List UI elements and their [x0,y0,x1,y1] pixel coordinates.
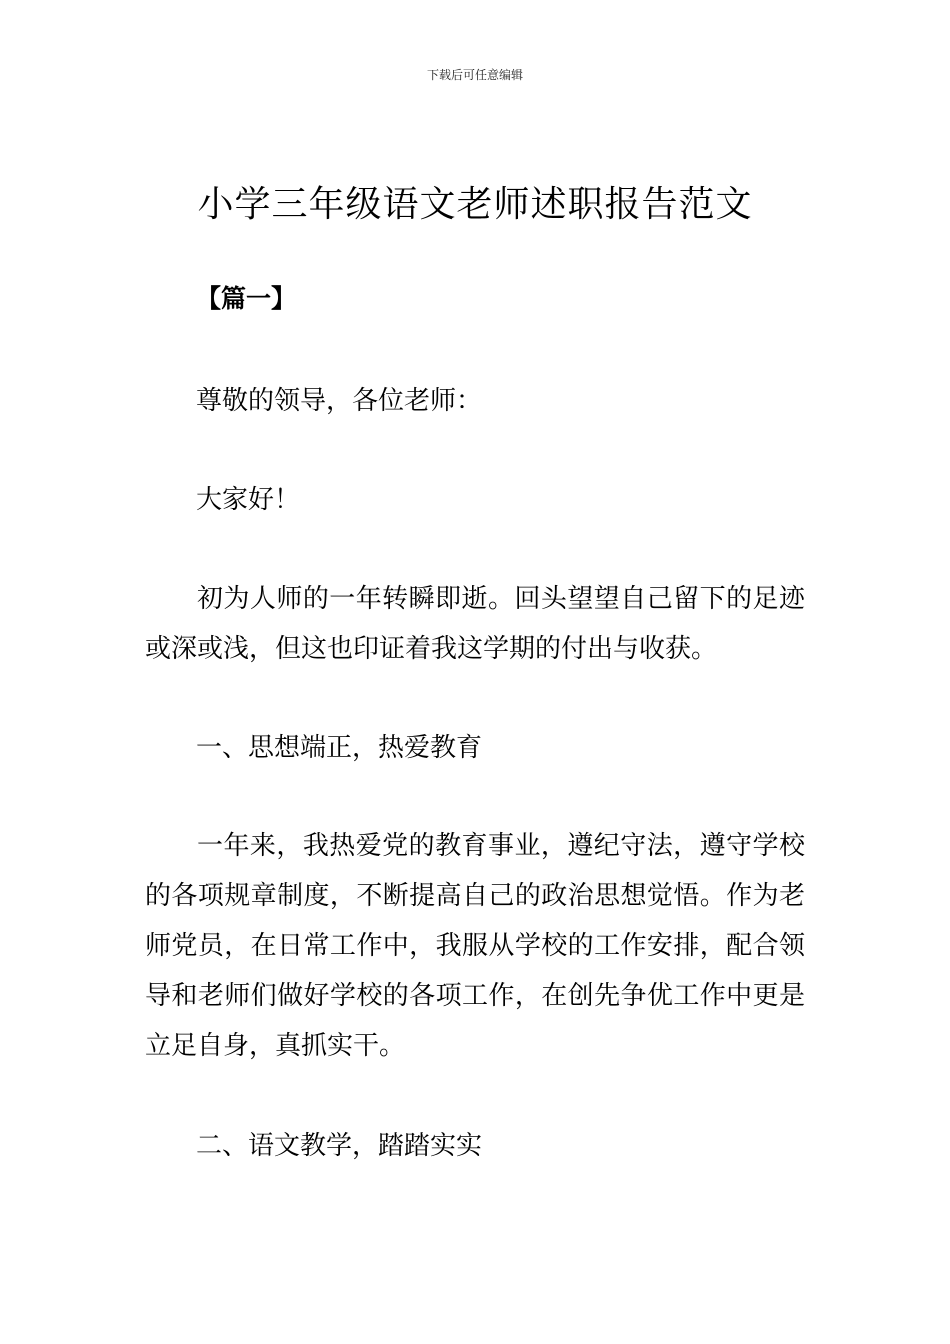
paragraph-intro: 初为人师的一年转瞬即逝。回头望望自己留下的足迹或深或浅，但这也印证着我这学期的付出与收获。 [145,584,805,664]
salutation: 尊敬的领导，各位老师： [196,386,483,416]
header-note: 下载后可任意编辑 [426,68,523,82]
heading-2: 二、语文教学，踏踏实实 [196,1131,483,1161]
greeting: 大家好！ [196,485,301,515]
section-label: 【篇一】 [196,284,297,313]
paragraph-body-1: 一年来，我热爱党的教育事业，遵纪守法，遵守学校的各项规章制度，不断提高自己的政治思想觉悟。作为老师党员，在日常工作中，我服从学校的工作安排，配合领导和老师们做好学校的各项工作，在创先争优工作中更是立足自身，真抓实干。 [145,831,805,1061]
heading-1: 一、思想端正，热爱教育 [196,733,483,763]
document-title: 小学三年级语文老师述职报告范文 [197,184,753,225]
